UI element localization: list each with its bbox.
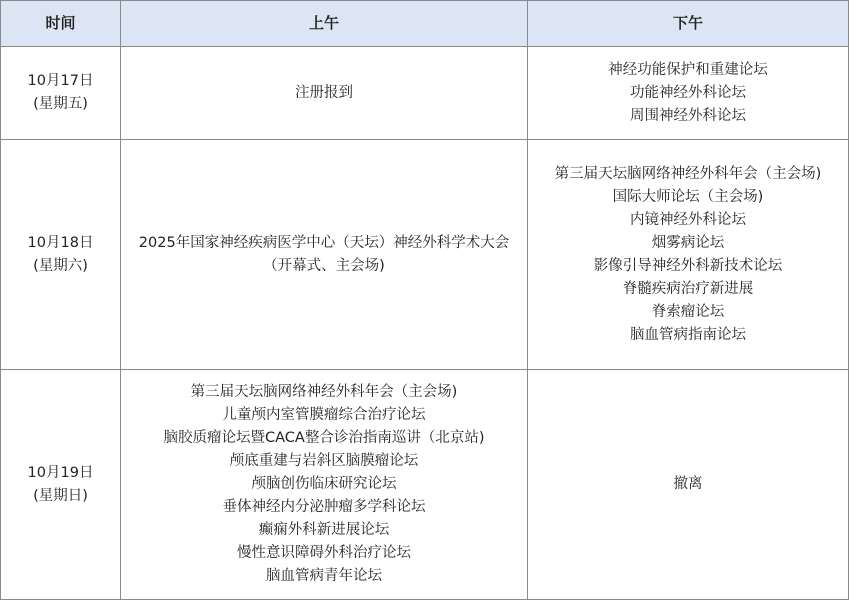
pm-cell [528, 47, 849, 140]
table-row [1, 370, 849, 600]
session-item: 脊索瘤论坛 [651, 303, 725, 320]
session-item: 第三届天坛脑网络神经外科年会（主会场) [554, 165, 822, 182]
session-item: 癫痫外科新进展论坛 [258, 522, 390, 538]
header-row [1, 1, 849, 47]
session-item: 功能神经外科论坛 [630, 84, 746, 101]
session-item: 2025年国家神经疾病医学中心（天坛）神经外科学术大会（开幕式、主会场) [138, 234, 510, 274]
date-cell [1, 47, 121, 140]
header-am: 上午 [121, 1, 528, 47]
date-cell [1, 140, 121, 370]
session-item: 脑血管病青年论坛 [266, 568, 382, 584]
date-label: 10月19日 [27, 464, 94, 481]
session-item: 颅脑创伤临床研究论坛 [251, 476, 397, 492]
am-cell [121, 370, 528, 600]
session-item: 影像引导神经外科新技术论坛 [593, 257, 783, 274]
header-time: 时间 [1, 1, 121, 47]
session-item: 烟雾病论坛 [651, 234, 725, 251]
weekday-label: (星期五) [33, 96, 88, 112]
session-item: 第三届天坛脑网络神经外科年会（主会场) [190, 384, 458, 400]
pm-cell [528, 140, 849, 370]
header-pm: 下午 [528, 1, 849, 47]
table-row [1, 140, 849, 370]
session-item: 周围神经外科论坛 [630, 107, 746, 124]
am-cell [121, 140, 528, 370]
session-item: 内镜神经外科论坛 [630, 211, 746, 228]
session-item: 慢性意识障碍外科治疗论坛 [237, 545, 411, 561]
weekday-label: (星期日) [33, 487, 88, 504]
session-item: 国际大师论坛（主会场) [612, 188, 764, 205]
session-item: 儿童颅内室管膜瘤综合治疗论坛 [222, 407, 426, 423]
session-item: 垂体神经内分泌肿瘤多学科论坛 [222, 499, 426, 515]
date-label: 10月18日 [27, 234, 94, 251]
table-row [1, 47, 849, 140]
session-item: 脑血管病指南论坛 [630, 326, 746, 343]
session-item: 脑胶质瘤论坛暨CACA整合诊治指南巡讲（北京站) [163, 430, 485, 446]
date-cell [1, 370, 121, 600]
session-item: 神经功能保护和重建论坛 [608, 61, 768, 78]
pm-cell [528, 370, 849, 600]
session-item: 注册报到 [295, 84, 353, 101]
weekday-label: (星期六) [33, 257, 88, 274]
session-item: 脊髓疾病治疗新进展 [622, 280, 754, 297]
am-cell [121, 47, 528, 140]
date-label: 10月17日 [27, 73, 94, 89]
session-item: 撤离 [673, 476, 703, 492]
session-item: 颅底重建与岩斜区脑膜瘤论坛 [229, 453, 419, 469]
